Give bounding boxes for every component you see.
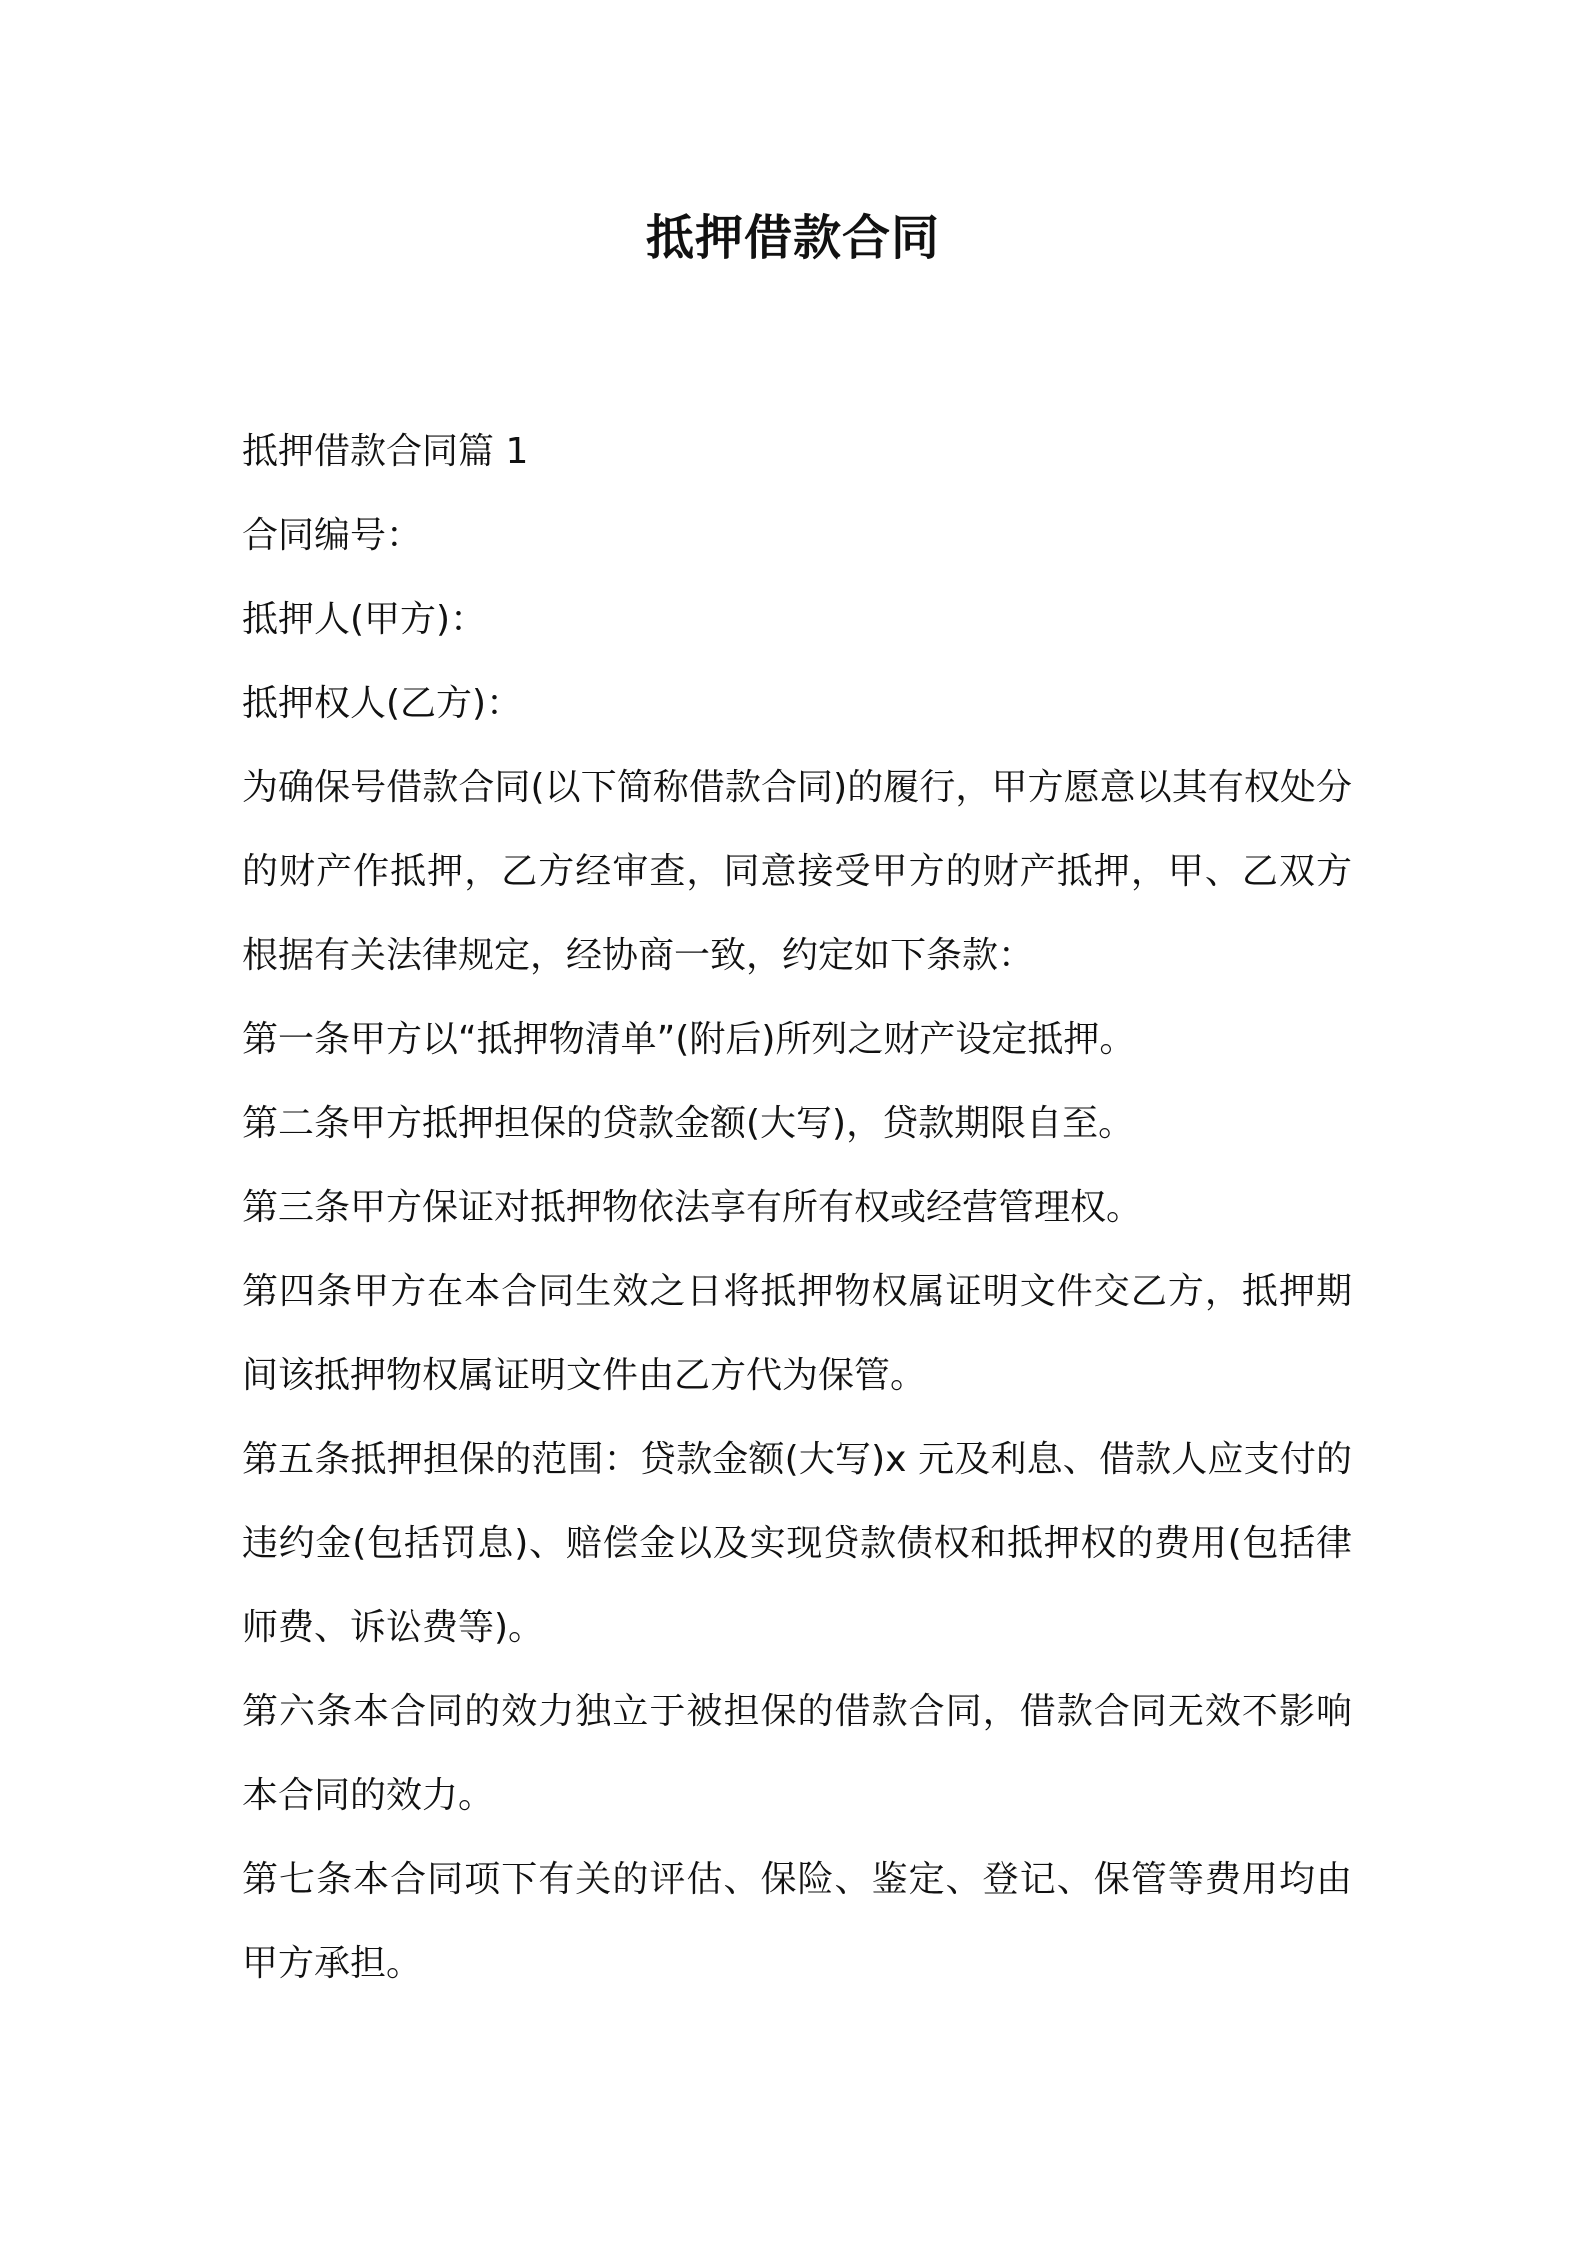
paragraph-article-1: 第一条甲方以“抵押物清单”(附后)所列之财产设定抵押。 <box>242 1019 1136 1060</box>
paragraph-article-6: 第六条本合同的效力独立于被担保的借款合同，借款合同无效不影响本合同的效力。 <box>242 1691 1352 1816</box>
paragraph-article-4: 第四条甲方在本合同生效之日将抵押物权属证明文件交乙方，抵押期间该抵押物权属证明文件由乙方代为保管。 <box>242 1271 1352 1396</box>
paragraph-mortgagee: 抵押权人(乙方)： <box>242 683 523 724</box>
paragraph-contract-number: 合同编号： <box>242 515 423 556</box>
paragraph-article-7: 第七条本合同项下有关的评估、保险、鉴定、登记、保管等费用均由甲方承担。 <box>242 1859 1352 1984</box>
paragraph-preamble: 为确保号借款合同(以下简称借款合同)的履行，甲方愿意以其有权处分的财产作抵押，乙方经审查，同意接受甲方的财产抵押，甲、乙双方根据有关法律规定，经协商一致，约定如下条款： <box>242 767 1352 976</box>
document-body <box>242 410 1352 2006</box>
document-title: 抵押借款合同 <box>645 210 940 266</box>
paragraph-mortgagor: 抵押人(甲方)： <box>242 599 487 640</box>
paragraph-article-2: 第二条甲方抵押担保的贷款金额(大写)，贷款期限自至。 <box>242 1103 1135 1144</box>
paragraph-article-3: 第三条甲方保证对抵押物依法享有所有权或经营管理权。 <box>242 1187 1143 1228</box>
paragraph-article-5: 第五条抵押担保的范围：贷款金额(大写)x 元及利息、借款人应支付的违约金(包括罚息)、赔偿金以及实现贷款债权和抵押权的费用(包括律师费、诉讼费等)。 <box>242 1439 1352 1648</box>
paragraph-heading: 抵押借款合同篇 1 <box>242 431 529 472</box>
